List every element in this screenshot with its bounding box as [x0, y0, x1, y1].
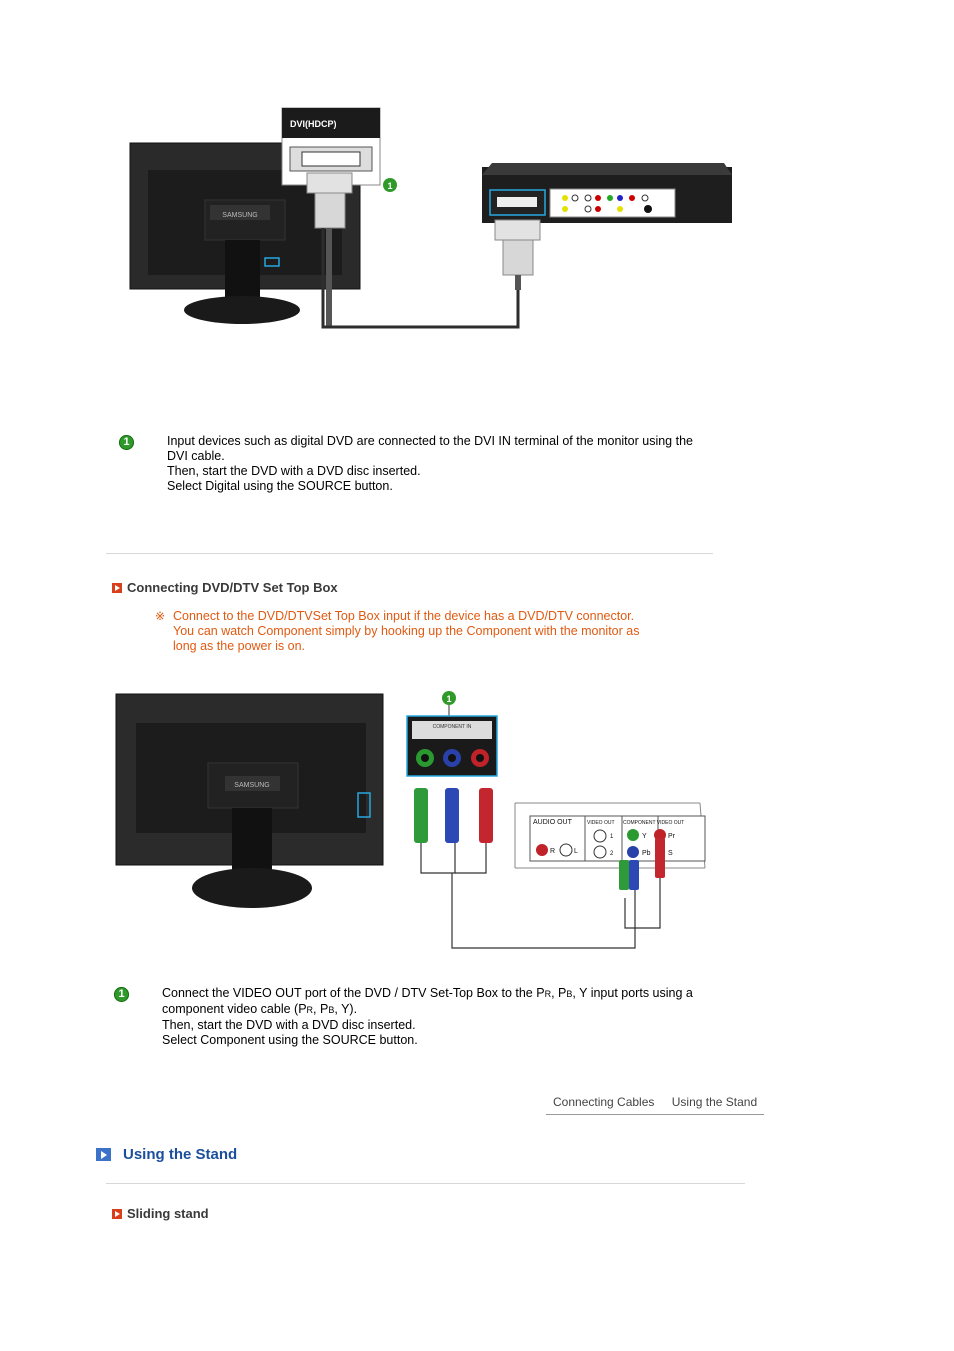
svg-text:COMPONENT VIDEO OUT: COMPONENT VIDEO OUT [623, 820, 685, 826]
svg-text:2: 2 [610, 851, 614, 857]
stand-section-heading [96, 1146, 237, 1163]
note-line: long as the power is on. [173, 639, 306, 653]
nav-underline [546, 1114, 764, 1115]
instruction-line: Select Digital using the SOURCE button. [167, 479, 393, 493]
instruction-line: Then, start the DVD with a DVD disc inserted. [167, 464, 421, 478]
svg-text:DVI(HDCP): DVI(HDCP) [290, 119, 337, 129]
svg-text:1: 1 [446, 694, 452, 704]
svg-text:1: 1 [610, 834, 614, 840]
step-number-badge: 1 [119, 435, 134, 450]
divider [106, 1183, 745, 1184]
svg-text:S: S [668, 850, 673, 857]
instruction-line: DVI cable. [167, 449, 225, 463]
dtv-section-heading [112, 580, 338, 595]
note-line: You can watch Component simply by hooking up the Component with the monitor as [173, 624, 640, 638]
component-diagram-svg [110, 688, 710, 953]
dvi-instructions [167, 434, 693, 494]
page-nav [553, 1095, 757, 1109]
svg-text:Pr: Pr [668, 833, 675, 840]
note-mark-icon: ※ [155, 609, 166, 623]
instruction-line: component video cable (PR, PB, Y). [162, 1002, 358, 1016]
svg-text:SAMSUNG: SAMSUNG [222, 212, 258, 219]
divider [106, 553, 713, 554]
arrow-bullet-icon [112, 1209, 122, 1219]
svg-text:L: L [574, 848, 578, 855]
nav-link-connecting-cables[interactable]: Connecting Cables [553, 1095, 655, 1109]
dvi-connection-diagram [120, 105, 740, 340]
svg-text:AUDIO OUT: AUDIO OUT [533, 819, 572, 826]
step-number-badge: 1 [114, 987, 129, 1002]
nav-link-using-the-stand[interactable]: Using the Stand [671, 1095, 758, 1109]
sliding-stand-heading [112, 1206, 209, 1221]
instruction-line: Then, start the DVD with a DVD disc inserted. [162, 1018, 416, 1032]
instruction-line: Select Component using the SOURCE button. [162, 1033, 418, 1047]
dvi-diagram-svg [120, 105, 740, 340]
note-line: Connect to the DVD/DTVSet Top Box input if the device has a DVD/DTV connector. [173, 609, 635, 623]
svg-text:Pb: Pb [642, 850, 651, 857]
component-connection-diagram [110, 688, 710, 953]
dtv-section-title: Connecting DVD/DTV Set Top Box [127, 580, 338, 595]
instruction-line: Connect the VIDEO OUT port of the DVD / DTV Set-Top Box to the PR, PB, Y input ports using a [162, 986, 693, 1000]
svg-text:SAMSUNG: SAMSUNG [234, 782, 270, 789]
stand-section-title: Using the Stand [123, 1146, 238, 1163]
svg-text:Y: Y [642, 833, 647, 840]
arrow-bullet-icon [96, 1148, 111, 1161]
instruction-line: Input devices such as digital DVD are connected to the DVI IN terminal of the monitor using the [167, 434, 693, 448]
svg-text:VIDEO OUT: VIDEO OUT [587, 820, 615, 826]
arrow-bullet-icon [112, 583, 122, 593]
sliding-stand-title: Sliding stand [127, 1206, 209, 1221]
svg-text:COMPONENT IN: COMPONENT IN [432, 724, 472, 730]
svg-text:R: R [550, 848, 556, 855]
component-instructions [162, 986, 693, 1048]
dtv-note [155, 609, 639, 654]
svg-text:1: 1 [387, 181, 393, 191]
